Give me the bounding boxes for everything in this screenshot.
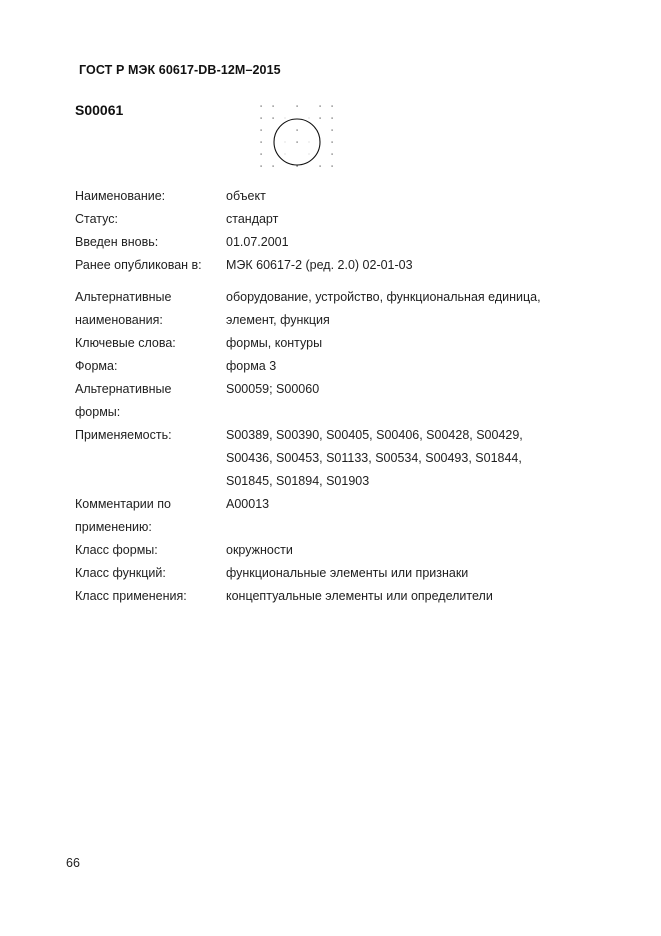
property-label: Наименование:: [75, 189, 166, 203]
property-label: [75, 424, 226, 493]
property-label-line: формы:: [75, 405, 121, 419]
property-row-status: [75, 208, 595, 231]
property-value: формы, контуры: [226, 336, 323, 350]
property-row-keywords: [75, 332, 595, 355]
property-label: [75, 378, 226, 424]
property-label: Форма:: [75, 359, 118, 373]
property-row-application-comments: [75, 493, 595, 539]
property-label-line: Применяемость:: [75, 428, 172, 442]
symbol-figure: [250, 100, 350, 175]
document-header: ГОСТ Р МЭК 60617-DB-12M–2015: [79, 63, 281, 77]
property-label: Ранее опубликован в:: [75, 258, 202, 272]
property-row-application-class: [75, 585, 595, 608]
property-label-line: применению:: [75, 520, 152, 534]
property-value: функциональные элементы или признаки: [226, 566, 469, 580]
symbol-code: S00061: [75, 102, 124, 118]
property-value-line: S01845, S01894, S01903: [226, 474, 370, 488]
property-row-function-class: [75, 562, 595, 585]
property-label: Класс формы:: [75, 543, 158, 557]
property-value: объект: [226, 189, 266, 203]
property-row-form: [75, 355, 595, 378]
property-value-line: S00389, S00390, S00405, S00406, S00428, S00429,: [226, 428, 523, 442]
property-row-applicability: [75, 424, 595, 493]
property-value: 01.07.2001: [226, 235, 289, 249]
property-value-line: S00436, S00453, S01133, S00534, S00493, S01844,: [226, 451, 522, 465]
property-row-previously-published: [75, 254, 595, 277]
property-value: стандарт: [226, 212, 279, 226]
property-value: форма 3: [226, 359, 277, 373]
property-value: [226, 286, 595, 332]
property-value: [226, 493, 595, 539]
property-label: Статус:: [75, 212, 118, 226]
property-value-line: S00059; S00060: [226, 382, 320, 396]
property-label: Класс функций:: [75, 566, 166, 580]
property-label: Ключевые слова:: [75, 336, 176, 350]
property-label-line: наименования:: [75, 313, 163, 327]
property-value: окружности: [226, 543, 293, 557]
property-value: МЭК 60617-2 (ред. 2.0) 02-01-03: [226, 258, 413, 272]
property-label-line: Комментарии по: [75, 497, 171, 511]
property-label: [75, 493, 226, 539]
property-row-introduced: [75, 231, 595, 254]
property-label: Введен вновь:: [75, 235, 159, 249]
property-row-name: [75, 185, 595, 208]
circle-icon: [250, 100, 350, 175]
property-value: [226, 378, 595, 424]
property-value: концептуальные элементы или определители: [226, 589, 493, 603]
property-value-line: оборудование, устройство, функциональная единица,: [226, 290, 541, 304]
property-label-line: Альтернативные: [75, 290, 172, 304]
property-label: [75, 286, 226, 332]
property-row-shape-class: [75, 539, 595, 562]
property-value-line: A00013: [226, 497, 270, 511]
property-value: [226, 424, 595, 493]
page-number: 66: [66, 856, 80, 870]
property-value-line: элемент, функция: [226, 313, 330, 327]
property-row-alternative-names: [75, 286, 595, 332]
properties-table: [75, 185, 595, 608]
property-label-line: Альтернативные: [75, 382, 172, 396]
property-label: Класс применения:: [75, 589, 187, 603]
property-row-alternative-forms: [75, 378, 595, 424]
